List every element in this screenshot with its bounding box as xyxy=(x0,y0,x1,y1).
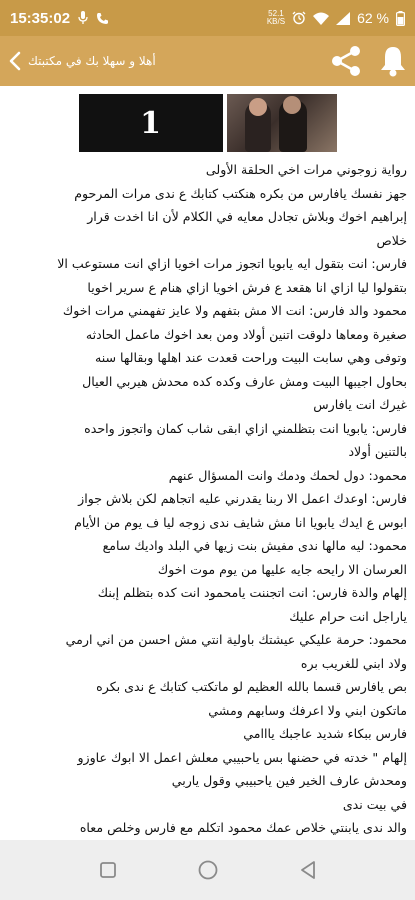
story-line: بص يافارس قسما بالله العظيم لو ماتكتب كتابك ع ندى بكره xyxy=(96,679,407,694)
story-line: ياراجل انت حرام عليك xyxy=(289,608,407,624)
chevron-left-icon[interactable] xyxy=(8,50,22,72)
story-line: صغيرة ومعاها دلوقت اتنين أولاد ومن بعد اخوك ماعمل الحادثه xyxy=(85,326,407,342)
status-bar xyxy=(0,0,415,36)
system-nav-bar xyxy=(0,840,415,900)
story-line: خلاص xyxy=(376,232,407,248)
story-line: في بيت ندى xyxy=(342,796,407,812)
phone-icon xyxy=(96,12,109,25)
story-line: فارس ببكاء شديد عاجبك يااامي xyxy=(243,726,407,741)
story-line: بحاول اجيبها البيت ومش عارف وكده كده محدش هيربي العيال xyxy=(82,373,407,389)
story-line: فارس: اوعدك اعمل الا ربنا يقدرني عليه اتجاهم لكن بلاش جواز xyxy=(78,491,407,506)
story-line: جهز نفسك يافارس من بكره هنكتب كتابك ع ندى مرات المرحوم xyxy=(74,185,407,201)
story-line: إلهام " خدته في حضنها بس ياحبيبي معلش اعمل الا ابوك عاوزو xyxy=(77,749,407,765)
story-line: ومحدش عارف الخير فين ياحبيبي وقول ياربي xyxy=(171,773,407,788)
story-line: ابوس ع ايدك يابويا انا مش شايف ندى زوجه ليا ف يوم من الأيام xyxy=(74,514,407,530)
story-line: بتقولوا ليا ازاي انا هقعد ع فرش اخويا ازاي هنام ع سرير اخويا xyxy=(87,279,407,295)
story-line: محمود: دول لحمك ودمك وانت المسؤال عنهم xyxy=(168,467,407,483)
story-line: غيرك انت يافارس xyxy=(313,397,407,412)
app-actions xyxy=(329,44,407,78)
story-line: ولاد ابني للغريب بره xyxy=(300,655,407,671)
recent-apps-icon xyxy=(99,861,117,879)
story-line: إبراهيم اخوك وبلاش تجادل معايه في الكلام لأن انا اخدت قرار xyxy=(87,209,407,224)
story-line: وتوفى وهي سابت البيت وراحت قعدت عند اهلها وبقالها سنه xyxy=(94,350,407,365)
story-line: إلهام والدة فارس: انت اتجننت يامحمود انت كده بتظلم إبنك xyxy=(97,585,407,600)
cover-episode-number: 1 xyxy=(140,105,161,141)
story-text xyxy=(8,158,407,840)
content-scroll-area[interactable] xyxy=(0,86,415,840)
signal-icon xyxy=(336,12,350,25)
mic-icon xyxy=(78,11,88,25)
status-left xyxy=(10,10,109,27)
share-icon[interactable] xyxy=(329,44,363,78)
story-line: محمود والد فارس: انت الا مش بتفهم ولا عايز تفهمني مرات اخوك xyxy=(62,303,407,318)
home-button[interactable] xyxy=(193,855,223,885)
story-line: محمود: ليه مالها ندى مفيش بنت زيها في البلد واديك سامع xyxy=(102,538,407,553)
back-button[interactable] xyxy=(293,855,323,885)
status-right xyxy=(267,10,405,26)
wifi-icon xyxy=(313,12,329,25)
battery-text: 62 % xyxy=(357,10,389,26)
battery-icon xyxy=(396,11,405,26)
story-line: ماتكون ابني ولا اعرفك وسابهم ومشي xyxy=(208,702,407,718)
cover-row xyxy=(8,94,407,152)
story-line: والد ندى يابنتي خلاص عمك محمود اتكلم مع فارس وخلص معاه xyxy=(79,820,407,835)
status-time: 15:35:02 xyxy=(10,9,71,27)
story-line: رواية زوجوني مرات اخي الحلقة الأولى xyxy=(205,162,407,177)
bell-icon[interactable] xyxy=(379,45,407,77)
story-line: بالتنين أولاد xyxy=(348,444,407,459)
net-speed xyxy=(267,10,285,26)
app-bar xyxy=(0,36,415,86)
story-line: محمود: حرمة عليكي عيشتك باولية انتي مش احسن من اني ارمي xyxy=(65,632,407,647)
home-icon xyxy=(197,859,219,881)
story-line: فارس: يابويا انت بتظلمني ازاي ابقى شاب كمان واتجوز واحده xyxy=(84,420,407,436)
alarm-icon xyxy=(292,11,306,25)
recent-apps-button[interactable] xyxy=(93,855,123,885)
cover-photo xyxy=(227,94,337,152)
story-line: فارس: انت بتقول ايه يابويا اتجوز مرات اخويا ازاي انت مستوعب الا xyxy=(57,256,407,271)
back-icon xyxy=(299,860,317,880)
net-speed-value: 52.1 xyxy=(268,9,284,18)
net-speed-unit: KB/S xyxy=(266,17,286,26)
story-line: العرسان الا رايحه جايه عليها من يوم موت اخوك xyxy=(157,561,407,577)
cover-episode-image xyxy=(79,94,223,152)
app-title: أهلا و سهلا بك في مكتبتك xyxy=(28,54,156,68)
